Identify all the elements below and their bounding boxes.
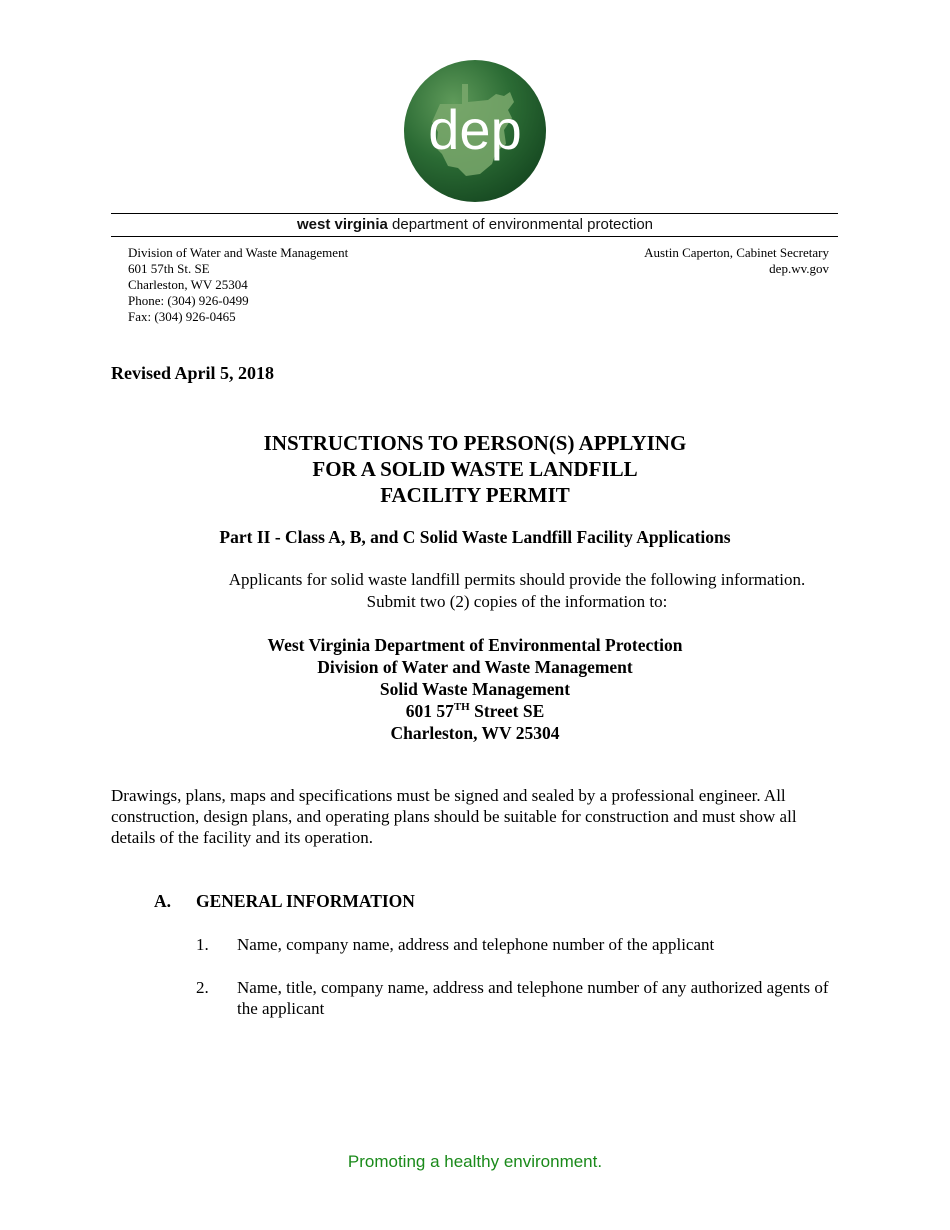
document-subtitle: Part II - Class A, B, and C Solid Waste Landfill Facility Applications — [219, 527, 731, 547]
mailing-line: Solid Waste Management — [379, 679, 571, 699]
engineer-requirement-paragraph: Drawings, plans, maps and specifications must be signed and sealed by a professional engineer. All construction, design plans, and operating plans should be suitable for construction and must show all details of the facility and its operation. — [111, 786, 797, 847]
division-address — [128, 245, 348, 325]
mailing-line: Division of Water and Waste Management — [317, 657, 633, 677]
list-item-number: 2. — [196, 978, 209, 997]
phone-line: Phone: (304) 926-0499 — [128, 293, 249, 308]
intro-text — [200, 569, 834, 613]
section-heading — [154, 891, 415, 912]
title-line: INSTRUCTIONS TO PERSON(S) APPLYING — [263, 431, 687, 455]
fax-line: Fax: (304) 926-0465 — [128, 309, 236, 324]
department-name-bold: west virginia — [296, 216, 388, 233]
header-rule-bottom — [111, 236, 838, 237]
website: dep.wv.gov — [769, 261, 829, 276]
mailing-street — [0, 700, 950, 722]
address-line: Charleston, WV 25304 — [128, 277, 248, 292]
intro-line: Submit two (2) copies of the information to: — [366, 592, 668, 611]
document-title — [0, 430, 950, 508]
list-item-text: Name, company name, address and telephone number of the applicant — [237, 935, 715, 954]
address-line: 601 57th St. SE — [128, 261, 210, 276]
section-title: GENERAL INFORMATION — [196, 891, 415, 911]
address-line: Division of Water and Waste Management — [128, 245, 349, 260]
title-line: FACILITY PERMIT — [380, 483, 570, 507]
street-suffix: Street SE — [469, 701, 545, 721]
revision-date: Revised April 5, 2018 — [111, 363, 275, 383]
secretary-info — [644, 245, 829, 277]
dep-logo-icon — [400, 56, 550, 206]
street-superscript: TH — [453, 701, 470, 714]
intro-line: Applicants for solid waste landfill permits should provide the following information. — [228, 570, 806, 589]
mailing-line: West Virginia Department of Environmental Protection — [267, 635, 683, 655]
title-line: FOR A SOLID WASTE LANDFILL — [312, 457, 638, 481]
footer-tagline: Promoting a healthy environment. — [347, 1152, 603, 1171]
svg-text:dep: dep — [428, 98, 522, 161]
department-name — [0, 216, 950, 233]
list-item-number: 1. — [196, 935, 209, 954]
section-letter: A. — [154, 891, 172, 911]
mailing-address — [0, 634, 950, 744]
list-item-text: Name, title, company name, address and telephone number of any authorized agents of the applicant — [237, 978, 829, 1018]
secretary-name: Austin Caperton, Cabinet Secretary — [644, 245, 829, 260]
department-name-rest: department of environmental protection — [387, 216, 654, 233]
mailing-line: Charleston, WV 25304 — [390, 723, 560, 743]
street-prefix: 601 57 — [405, 701, 454, 721]
dep-logo — [400, 56, 550, 206]
header-rule-top — [111, 213, 838, 214]
